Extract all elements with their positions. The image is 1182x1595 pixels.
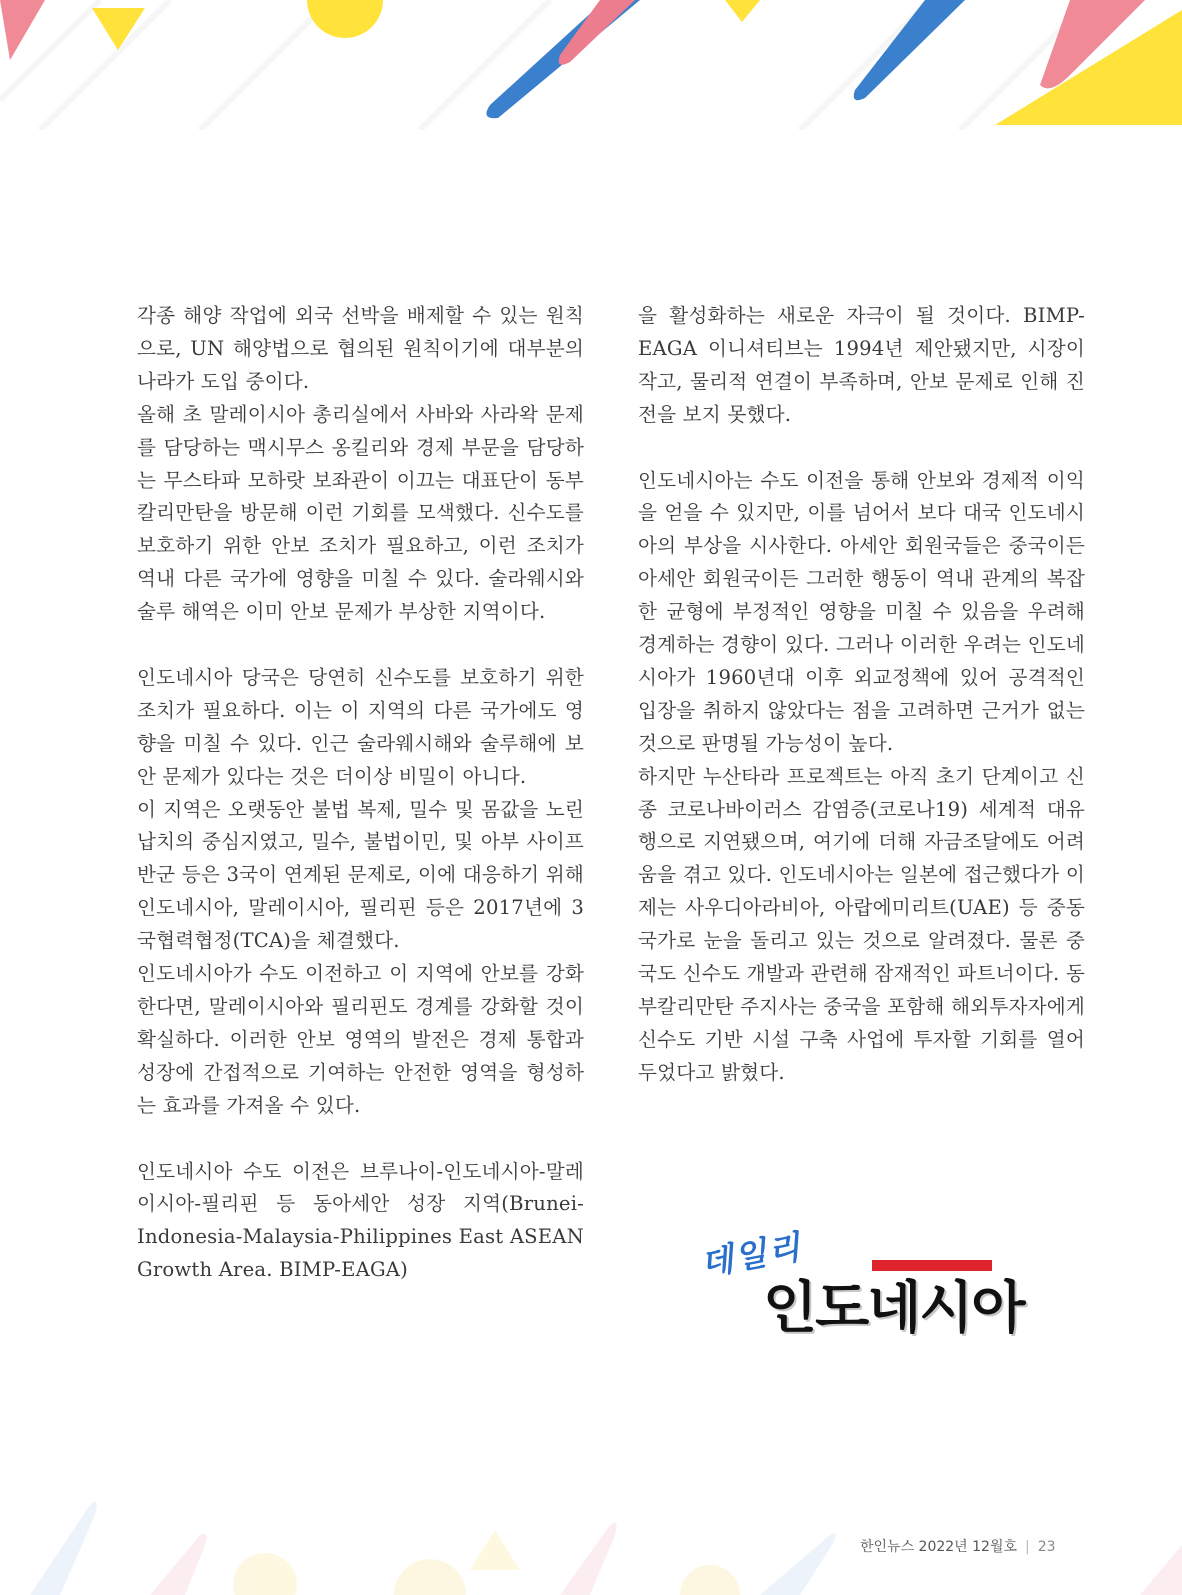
paragraph: 인도네시아 당국은 당연히 신수도를 보호하기 위한 조치가 필요하다. 이는 이 지역의 다른 국가에도 영향을 미칠 수 있다. 인근 술라웨시해와 술루해에 보안 문제가 있다는 것은 더이상 비밀이 아니다.: [137, 665, 584, 788]
article-left-column: [137, 300, 584, 1287]
paragraph: 인도네시아는 수도 이전을 통해 안보와 경제적 이익을 얻을 수 있지만, 이를 넘어서 보다 대국 인도네시아의 부상을 시사한다. 아세안 회원국들은 중국이든 아세안 회원국이든 그러한 행동이 역내 관계의 복잡한 균형에 부정적인 영향을 미칠 수 있음을 우려해 경계하는 경향이 있다. 그러나 이러한 우려는 인도네시아가 1960년대 이후 외교정책에 있어 공격적인 입장을 취하지 않았다는 점을 고려하면 근거가 없는 것으로 판명될 가능성이 높다.: [638, 468, 1085, 755]
page-footer: [860, 1536, 1056, 1556]
top-decoration: [0, 0, 1182, 130]
bottom-decoration: [0, 1445, 1182, 1595]
paragraph: 을 활성화하는 새로운 자극이 될 것이다. BIMP-EAGA 이니셔티브는 1994년 제안됐지만, 시장이 작고, 물리적 연결이 부족하며, 안보 문제로 인해 진전을 보지 못했다.: [638, 304, 1085, 426]
pink-brush-stroke: [0, 0, 45, 60]
paragraph: 이 지역은 오랫동안 불법 복제, 밀수 및 몸값을 노린 납치의 중심지였고, 밀수, 불법이민, 및 아부 사이프 반군 등은 3국이 연계된 문제로, 이에 대응하기 위해 인도네시아, 말레이시아, 필리핀 등은 2017년에 3국협력협정(TCA)을 체결했다.: [137, 797, 584, 953]
blue-brush-stroke-right: [854, 0, 965, 100]
daily-indonesia-logo: [697, 1226, 1030, 1353]
paragraph: 하지만 누산타라 프로젝트는 아직 초기 단계이고 신종 코로나바이러스 감염증(코로나19) 세계적 대유행으로 지연됐으며, 여기에 더해 자금조달에도 어려움을 겪고 있다. 인도네시아는 일본에 접근했다가 이제는 사우디아라비아, 아랍에미리트(UAE) 등 중동 국가로 눈을 돌리고 있는 것으로 알려졌다. 물론 중국도 신수도 개발과 관련해 잠재적인 파트너이다. 동부칼리만탄 주지사는 중국을 포함해 해외투자자에게 신수도 기반 시설 구축 사업에 투자할 기회를 열어 두었다고 밝혔다.: [638, 764, 1085, 1084]
footer-separator: |: [1025, 1539, 1030, 1555]
article-right-column: [638, 300, 1085, 1090]
logo-main-text: 인도네시아: [763, 1276, 1024, 1341]
paragraph: 각종 해양 작업에 외국 선박을 배제할 수 있는 원칙으로, UN 해양법으로 협의된 원칙이기에 대부분의 나라가 도입 중이다.: [137, 304, 584, 393]
yellow-dot-pattern: [307, 0, 383, 38]
publication-label: 한인뉴스 2022년 12월호: [860, 1539, 1018, 1555]
paragraph: 인도네시아 수도 이전은 브루나이-인도네시아-말레이시아-필리핀 등 동아세안 성장 지역(Brunei-Indonesia-Malaysia-Philippines East ASEAN Growth Area. BIMP-EAGA): [137, 1159, 584, 1282]
yellow-triangle-2: [725, 0, 760, 22]
paragraph: 올해 초 말레이시아 총리실에서 사바와 사라왁 문제를 담당하는 맥시무스 옹킬리와 경제 부문을 담당하는 무스타파 모하랏 보좌관이 이끄는 대표단이 동부 칼리만탄을 방문해 이런 기회를 모색했다. 신수도를 보호하기 위한 안보 조치가 필요하고, 이런 조치가 역내 다른 국가에 영향을 미칠 수 있다. 술라웨시와 술루 해역은 이미 안보 문제가 부상한 지역이다.: [137, 402, 584, 624]
page-number: 23: [1037, 1539, 1056, 1555]
paragraph: 인도네시아가 수도 이전하고 이 지역에 안보를 강화한다면, 말레이시아와 필리핀도 경계를 강화할 것이 확실하다. 이러한 안보 영역의 발전은 경제 통합과 성장에 간접적으로 기여하는 안전한 영역을 형성하는 효과를 가져올 수 있다.: [137, 962, 584, 1117]
logo-script-text: 데일리: [697, 1226, 805, 1284]
